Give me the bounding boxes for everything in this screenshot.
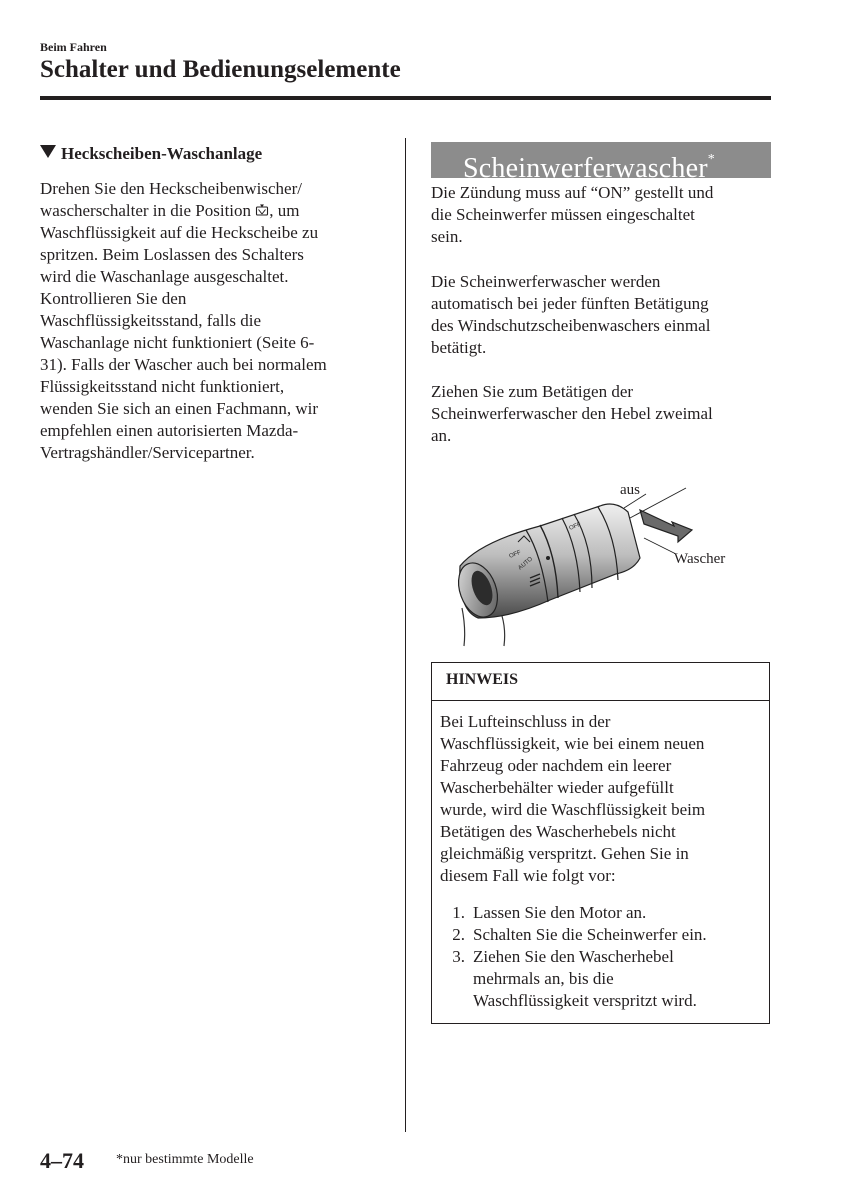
text-line: Ziehen Sie zum Betätigen der [431,382,634,401]
section-title-text: Scheinwerferwascher [463,153,708,184]
step-text: Lassen Sie den Motor an. [473,903,647,922]
text-line: Waschanlage nicht funktioniert (Seite 6- [40,333,315,352]
text-line: Scheinwerferwascher den Hebel zweimal [431,404,713,423]
text-line: Waschflüssigkeit auf die Heckscheibe zu [40,223,319,242]
automatic-operation-paragraph [431,271,776,359]
text-line: wascherschalter in die Position [40,201,252,220]
header-rule [40,96,771,100]
subsection-heading [40,142,380,166]
text-line: diesem Fall wie folgt vor: [440,866,616,885]
manual-operation-paragraph [431,381,776,447]
note-text [440,711,765,887]
text-line: wenden Sie sich an einen Fachmann, wir [40,399,319,418]
leader-line-washer [644,538,676,554]
step-number: 2. [452,925,465,944]
list-item [443,902,753,924]
footnote: *nur bestimmte Modelle [116,1152,254,1167]
label-off: aus [620,482,640,498]
triangle-bullet-icon [40,145,56,158]
model-footnote-mark: * [707,152,715,167]
text-line: Wascherbehälter wieder aufgefüllt [440,778,674,797]
pull-arrow-icon [640,510,692,542]
text-line: mehrmals an, bis die [473,969,614,988]
text-line: Ziehen Sie den Wascherhebel [473,947,674,966]
list-item [443,946,753,1012]
note-steps-list [443,902,753,1012]
rear-washer-paragraph [40,178,380,464]
text-line: Waschflüssigkeit verspritzt wird. [473,991,697,1010]
text-line: Die Scheinwerferwascher werden [431,272,661,291]
text-line: wurde, wird die Waschflüssigkeit beim [440,800,706,819]
note-title: HINWEIS [446,671,519,688]
text-line: Vertragshändler/Servicepartner. [40,443,255,462]
text-line: Kontrollieren Sie den [40,289,187,308]
text-line: Bei Lufteinschluss in der [440,712,611,731]
text-line: Waschflüssigkeitsstand, falls die [40,311,262,330]
step-number: 1. [452,903,465,922]
text-line: des Windschutzscheibenwaschers einmal [431,316,711,335]
text-line: 31). Falls der Wascher auch bei normalem [40,355,327,374]
text-line: wird die Waschanlage ausgeschaltet. [40,267,289,286]
text-line: automatisch bei jeder fünften Betätigung [431,294,709,313]
step-text [473,946,753,1012]
rear-washer-icon [255,203,269,217]
section-title [463,142,715,187]
page-title: Schalter und Bedienungselemente [40,56,401,83]
step-number: 3. [452,947,465,966]
step-text: Schalten Sie die Scheinwerfer ein. [473,925,707,944]
label-washer: Wascher [674,551,726,567]
text-line: spritzen. Beim Loslassen des Schalters [40,245,304,264]
lever-mark-off-rear: OFF [568,521,582,532]
list-item [443,924,753,946]
note-header [432,663,769,701]
text-line: Fahrzeug oder nachdem ein leerer [440,756,672,775]
text-line: Drehen Sie den Heckscheibenwischer/ [40,179,302,198]
text-line: empfehlen einen autorisierten Mazda- [40,421,299,440]
section-label: Beim Fahren [40,40,107,54]
lever-mark-off-front: OFF [508,549,522,560]
text-line: Flüssigkeitsstand nicht funktioniert, [40,377,285,396]
subsection-heading-text: Heckscheiben-Waschanlage [61,144,263,163]
text-line: sein. [431,227,463,246]
text-line: Die Zündung muss auf “ON” gestellt und [431,183,714,202]
text-line: die Scheinwerfer müssen eingeschaltet [431,205,695,224]
lever-mark-auto: AUTO [517,556,534,572]
left-column [40,142,380,464]
page-number: 4–74 [40,1148,84,1173]
text-line: , um [269,201,300,220]
section-title-bar [431,142,771,184]
text-line: betätigt. [431,338,487,357]
position-dot-icon [546,556,550,560]
text-line: an. [431,426,452,445]
text-line: Betätigen des Wascherhebels nicht [440,822,676,841]
washer-lever-illustration [440,478,770,648]
column-divider [405,138,406,1132]
text-line: Waschflüssigkeit, wie bei einem neuen [440,734,705,753]
text-line: gleichmäßig verspritzt. Gehen Sie in [440,844,689,863]
ignition-paragraph [431,182,776,248]
